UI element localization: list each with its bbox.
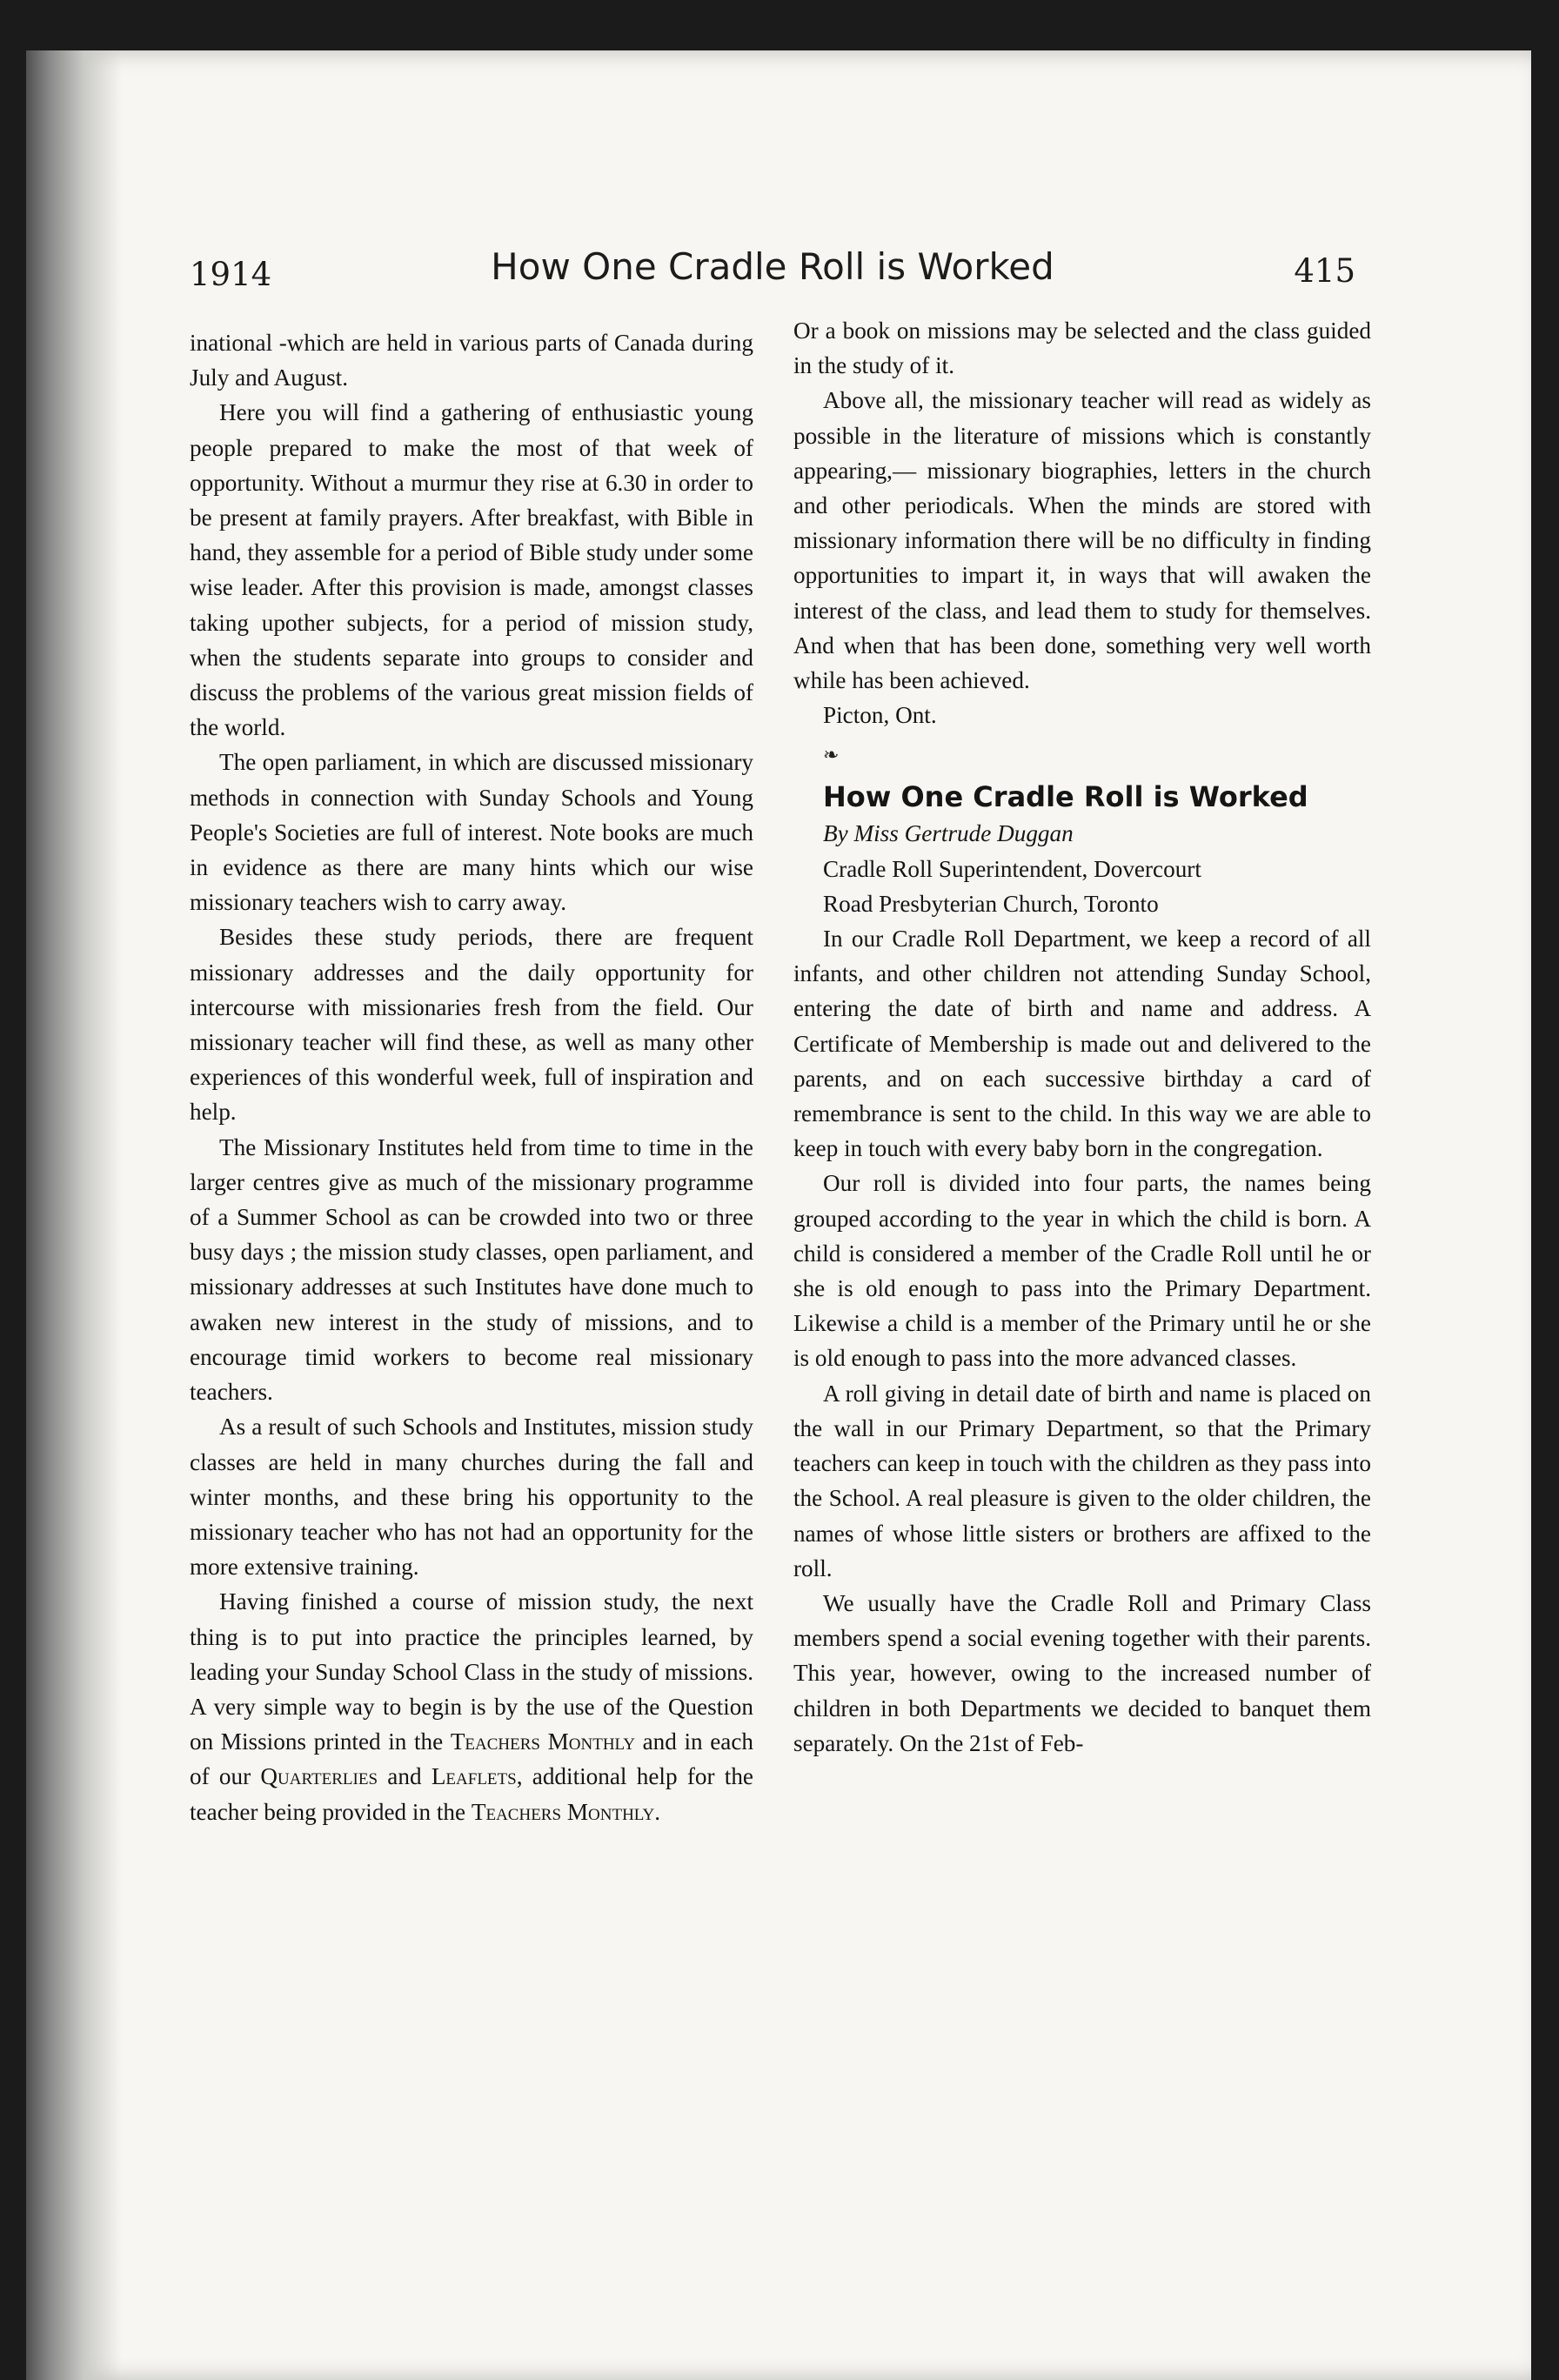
book-spine-shadow [26, 50, 122, 2380]
publication-name: Teachers Monthly [471, 1798, 655, 1825]
ornament-icon: ❧ [823, 744, 840, 766]
paragraph [190, 1584, 753, 1828]
publication-name: Quarterlies [260, 1763, 378, 1790]
page-number: 415 [1294, 252, 1355, 290]
author-affiliation: Road Presbyterian Church, Toronto [823, 890, 1159, 917]
paragraph: We usually have the Cradle Roll and Primary Class members spend a social evening together with their parents. This year, however, owing to the increased number of children in both Departments we decided to banquet them separately. On the 21st of Feb- [793, 1589, 1371, 1756]
article-byline: By Miss Gertrude Duggan [823, 820, 1074, 847]
text-run: Having finished a course of mission study, the next thing is to put into practice the principles learned, by leading your Sunday School Class in the study of missions. A very simple way to begin is by the use of the Question on Missions printed in the [190, 1588, 753, 1755]
right-column [793, 313, 1371, 1761]
text-run: and in each of our [190, 1728, 753, 1790]
header-year: 1914 [190, 256, 272, 293]
paragraph: In our Cradle Roll Department, we keep a record of all infants, and other children not attending Sunday School, entering the date of birth and name and address. A Certificate of Membership is made out and delivered to the parents, and on each successive birthday a card of remembrance is sent to the child. In this way we are able to keep in touch with every baby born in the congregation. [793, 926, 1371, 1162]
signoff: Picton, Ont. [823, 702, 937, 729]
text-run: . [654, 1798, 661, 1825]
paragraph: A roll giving in detail date of birth and name is placed on the wall in our Primary Department, so that the Primary teachers can keep in touch with the children as they pass into the School. A real pleasure is given to the older children, the names of whose little sisters or brothers are affixed to the roll. [793, 1380, 1371, 1581]
paragraph: As a result of such Schools and Institutes, mission study classes are held in many churches during the fall and winter months, and these bring his opportunity to the missionary teacher who has not had an opportunity for the more extensive training. [190, 1414, 753, 1581]
paragraph: Or a book on missions may be selected and the class guided in the study of it. [793, 318, 1371, 379]
paragraph: Above all, the missionary teacher will read as widely as possible in the literature of missions which is constantly appearing,— missionary biographies, letters in the church and other periodicals. When the minds are stored with missionary information there will be no difficulty in finding opportunities to impart it, in ways that will awaken the interest of the class, and lead them to study for themselves. And when that has been done, something very well worth while has been achieved. [793, 387, 1371, 694]
author-affiliation: Cradle Roll Superintendent, Dovercourt [823, 855, 1201, 882]
paragraph: Here you will find a gathering of enthusiastic young people prepared to make the most of that week of opportunity. Without a murmur they rise at 6.30 in order to be present at family prayers. After breakfast, with Bible in hand, they assemble for a period of Bible study under some wise leader. After this provision is made, amongst classes taking upother subjects, for a period of mission study, when the students separate into groups to consider and discuss the problems of the various great mission fields of the world. [190, 399, 753, 741]
paragraph: The open parliament, in which are discussed missionary methods in connection with Sunday Schools and Young People's Societies are full of interest. Note books are much in evidence as there are many hints which our wise missionary teachers wish to carry away. [190, 749, 753, 916]
paragraph: Our roll is divided into four parts, the names being grouped according to the year in which the child is born. A child is considered a member of the Cradle Roll until he or she is old enough to pass into the Primary Department. Likewise a child is a member of the Primary until he or she is old enough to pass into the more advanced classes. [793, 1170, 1371, 1372]
running-header [190, 245, 1355, 301]
paragraph: Besides these study periods, there are frequent missionary addresses and the daily opportunity for intercourse with missionaries fresh from the field. Our missionary teacher will find these, as well as many other experiences of this wonderful week, full of inspiration and help. [190, 924, 753, 1126]
left-column [190, 325, 753, 1829]
paragraph: inational -which are held in various parts of Canada during July and August. [190, 330, 753, 391]
text-run: and [378, 1763, 432, 1790]
publication-name: Leaflets [431, 1763, 517, 1790]
text-run: , additional help for the teacher being provided in the [190, 1763, 753, 1825]
header-title: How One Cradle Roll is Worked [491, 245, 1054, 288]
article-title: How One Cradle Roll is Worked [823, 780, 1308, 814]
publication-name: Teachers Monthly [450, 1728, 635, 1755]
paragraph: The Missionary Institutes held from time to time in the larger centres give as much of the missionary programme of a Summer School as can be crowded into two or three busy days ; the mission study classes, open parliament, and missionary addresses at such Institutes have done much to awaken new interest in the study of missions, and to encourage timid workers to become real missionary teachers. [190, 1133, 753, 1406]
